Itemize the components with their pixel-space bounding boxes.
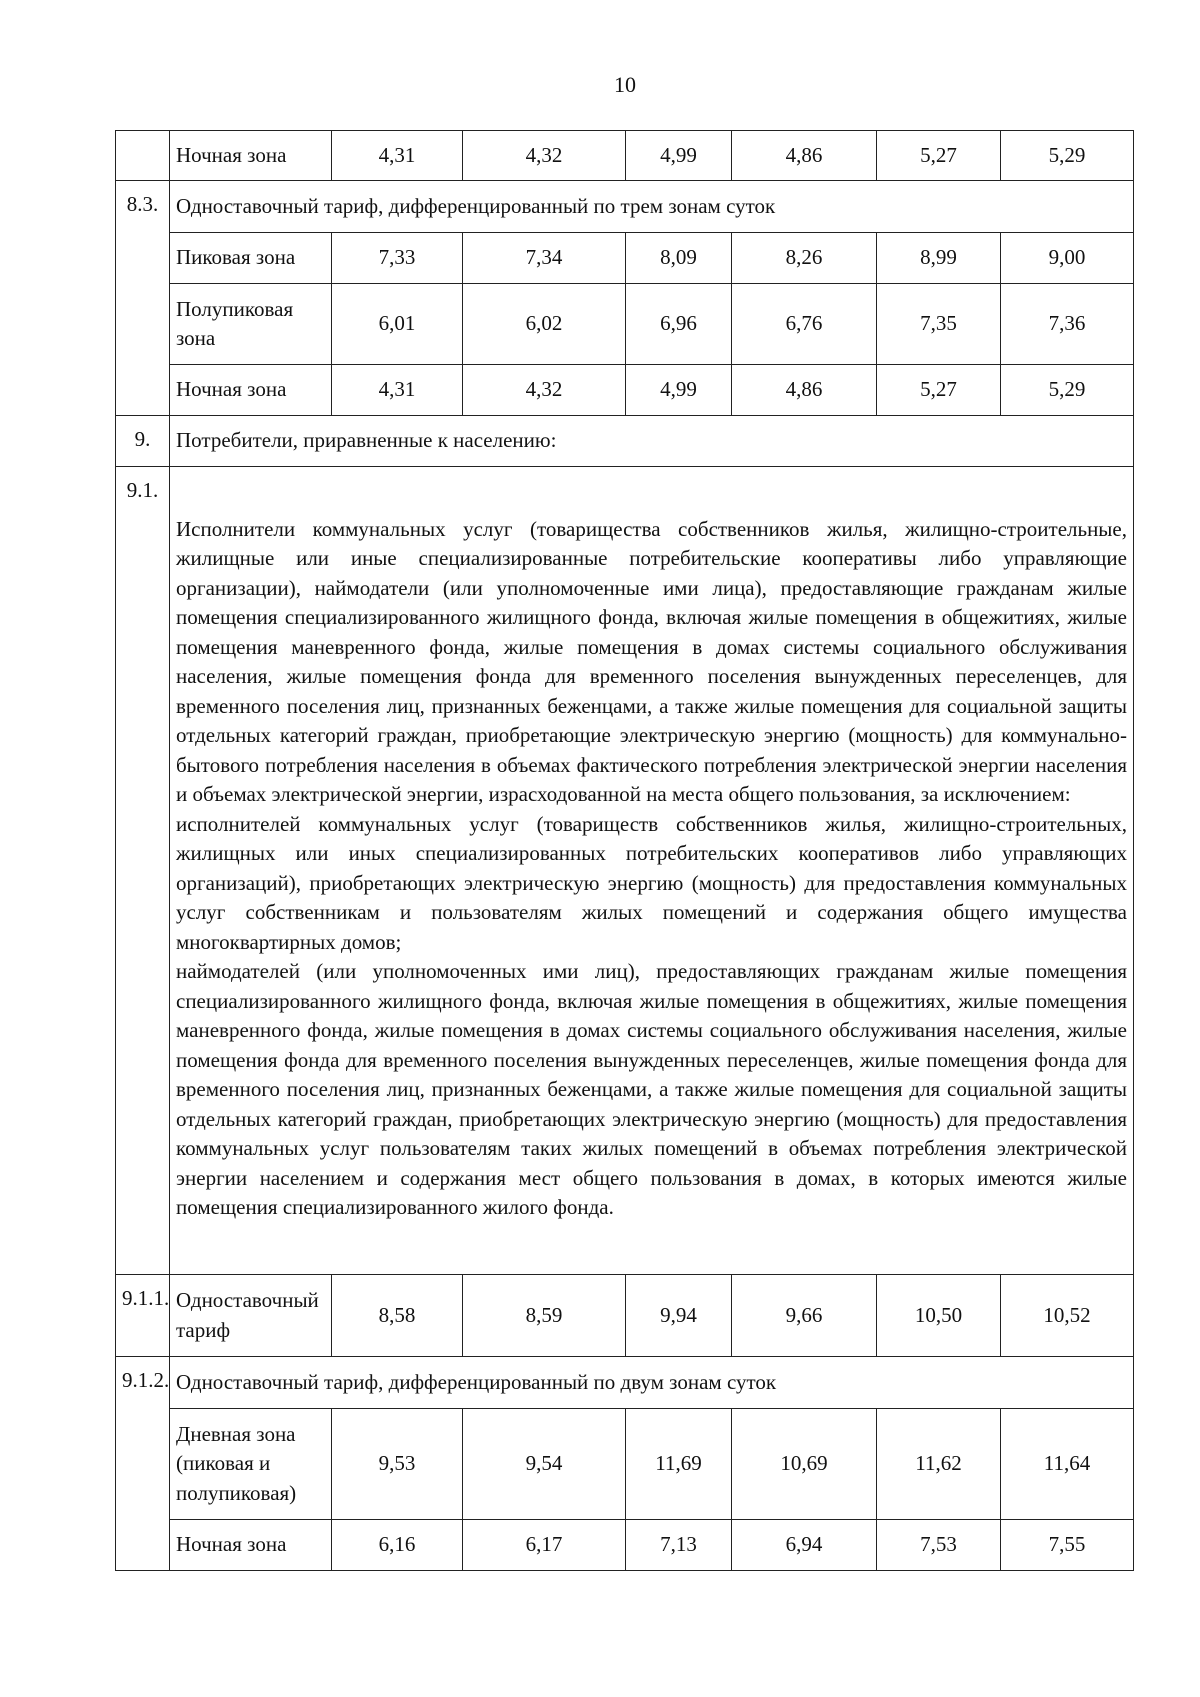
table-row: [116, 1275, 1134, 1357]
value-cell: 9,54: [463, 1409, 626, 1520]
row-number-cell: 9.1.1.: [116, 1275, 170, 1357]
value-cell: 11,69: [626, 1409, 732, 1520]
row-number-cell: 8.3.: [116, 181, 170, 416]
table-row: [116, 131, 1134, 181]
table-row: [116, 1357, 1134, 1409]
value-cell: 9,94: [626, 1275, 732, 1357]
value-cell: 4,99: [626, 131, 732, 181]
value-cell: 5,27: [877, 365, 1001, 416]
value-cell: 7,36: [1001, 284, 1134, 365]
value-cell: 8,58: [332, 1275, 463, 1357]
tariff-table: [115, 130, 1134, 1571]
table-row: [116, 1520, 1134, 1571]
value-cell: 10,50: [877, 1275, 1001, 1357]
row-label: Одноставочный тариф: [170, 1275, 332, 1357]
value-cell: 11,62: [877, 1409, 1001, 1520]
value-cell: 9,00: [1001, 233, 1134, 284]
value-cell: 5,27: [877, 131, 1001, 181]
table-row: [116, 467, 1134, 1275]
value-cell: 8,09: [626, 233, 732, 284]
row-label: Пиковая зона: [170, 233, 332, 284]
value-cell: 7,13: [626, 1520, 732, 1571]
table-row: [116, 233, 1134, 284]
section-heading: Одноставочный тариф, дифференцированный по двум зонам суток: [170, 1357, 1134, 1409]
value-cell: 6,17: [463, 1520, 626, 1571]
row-label: Дневная зона (пиковая и полупиковая): [170, 1409, 332, 1520]
value-cell: 9,66: [732, 1275, 877, 1357]
row-label: Полупиковая зона: [170, 284, 332, 365]
description-paragraph: наймодателей (или уполномоченных ими лиц), предоставляющих гражданам жилые помещения специализированного жилищного фонда, включая жилые помещения в общежитиях, жилые помещения маневренного фонда, жилые помещения в домах системы социального обслуживания населения, жилые помещения фонда для временного поселения вынужденных переселенцев, жилые помещения фонда для временного поселения лиц, признанных беженцами, а также жилые помещения для социальной защиты отдельных категорий граждан, приобретающих электрическую энергию (мощность) для предоставления коммунальных услуг пользователям таких жилых помещений в объемах потребления электрической энергии населением и содержания мест общего пользования в домах, в которых имеются жилые помещения специализированного жилого фонда.: [176, 959, 1127, 1219]
value-cell: 7,33: [332, 233, 463, 284]
table-row: [116, 416, 1134, 467]
value-cell: 5,29: [1001, 365, 1134, 416]
value-cell: 4,86: [732, 131, 877, 181]
row-number-cell: 9.: [116, 416, 170, 467]
row-number-cell: [116, 131, 170, 181]
value-cell: 4,99: [626, 365, 732, 416]
value-cell: 7,55: [1001, 1520, 1134, 1571]
value-cell: 7,34: [463, 233, 626, 284]
value-cell: 7,35: [877, 284, 1001, 365]
value-cell: 5,29: [1001, 131, 1134, 181]
value-cell: 4,32: [463, 365, 626, 416]
description-paragraph: Исполнители коммунальных услуг (товарищества собственников жилья, жилищно-строительные, жилищные или иные специализированные потребительские кооперативы либо управляющие организации), наймодатели (или уполномоченные ими лица), предоставляющие гражданам жилые помещения специализированного жилищного фонда, включая жилые помещения в общежитиях, жилые помещения маневренного фонда, жилые помещения в домах системы социального обслуживания населения, жилые помещения фонда для временного поселения вынужденных переселенцев, для временного поселения лиц, признанных беженцами, а также жилые помещения для социальной защиты отдельных категорий граждан, приобретающие электрическую энергию (мощность) для коммунально-бытового потребления населения в объемах фактического потребления электрической энергии населения и объемах электрической энергии, израсходованной на места общего пользования, за исключением:: [176, 516, 1127, 806]
value-cell: 6,96: [626, 284, 732, 365]
section-heading: Одноставочный тариф, дифференцированный по трем зонам суток: [170, 181, 1134, 233]
value-cell: 11,64: [1001, 1409, 1134, 1520]
row-number-cell: 9.1.: [116, 467, 170, 1275]
value-cell: 8,99: [877, 233, 1001, 284]
value-cell: 10,52: [1001, 1275, 1134, 1357]
value-cell: 4,31: [332, 365, 463, 416]
row-number-cell: 9.1.2.: [116, 1357, 170, 1571]
value-cell: 4,86: [732, 365, 877, 416]
value-cell: 10,69: [732, 1409, 877, 1520]
description-cell: [170, 467, 1134, 1275]
table-row: [116, 365, 1134, 416]
row-label: Ночная зона: [170, 131, 332, 181]
value-cell: 6,02: [463, 284, 626, 365]
description-paragraph: исполнителей коммунальных услуг (товариществ собственников жилья, жилищно-строительных, жилищных или иных специализированных потребительских кооперативов либо управляющих организаций), приобретающих электрическую энергию (мощность) для предоставления коммунальных услуг собственникам и пользователям жилых помещений и содержания общего имущества многоквартирных домов;: [176, 811, 1127, 954]
row-label: Ночная зона: [170, 1520, 332, 1571]
table-row: [116, 1409, 1134, 1520]
value-cell: 8,26: [732, 233, 877, 284]
value-cell: 9,53: [332, 1409, 463, 1520]
value-cell: 7,53: [877, 1520, 1001, 1571]
value-cell: 8,59: [463, 1275, 626, 1357]
row-label: Ночная зона: [170, 365, 332, 416]
value-cell: 6,76: [732, 284, 877, 365]
value-cell: 4,32: [463, 131, 626, 181]
section-heading: Потребители, приравненные к населению:: [170, 416, 1134, 467]
value-cell: 6,16: [332, 1520, 463, 1571]
value-cell: 6,94: [732, 1520, 877, 1571]
table-row: [116, 181, 1134, 233]
page-number: 10: [614, 72, 636, 97]
value-cell: 4,31: [332, 131, 463, 181]
value-cell: 6,01: [332, 284, 463, 365]
table-row: [116, 284, 1134, 365]
